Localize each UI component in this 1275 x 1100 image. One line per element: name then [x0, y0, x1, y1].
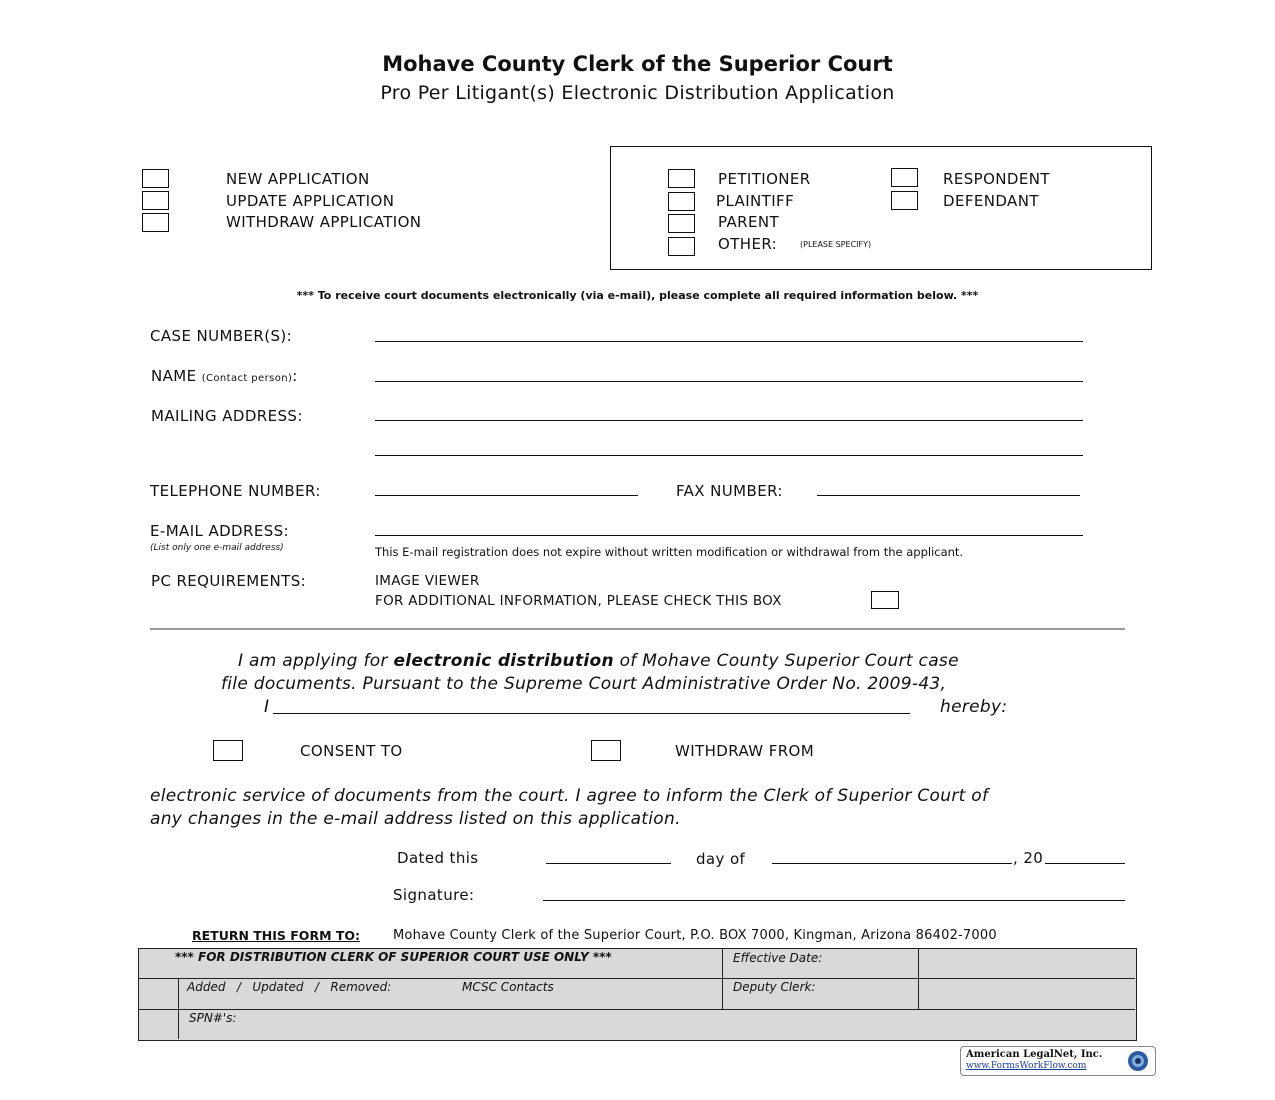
year-input-line[interactable] — [1045, 863, 1125, 864]
name-label-text: NAME — [151, 367, 197, 385]
table-col-divider-1 — [722, 949, 723, 1009]
name-label — [151, 367, 298, 385]
respondent-checkbox[interactable] — [891, 168, 918, 187]
statement-i: I — [264, 697, 270, 717]
pc-requirements-label: PC REQUIREMENTS: — [151, 572, 307, 590]
table-row-divider-1 — [139, 978, 1135, 979]
day-of-label: day of — [696, 850, 746, 868]
month-input-line[interactable] — [772, 863, 1012, 864]
dated-this-label: Dated this — [397, 849, 479, 867]
mcsc-contacts-label: MCSC Contacts — [462, 980, 554, 994]
parent-label: PARENT — [718, 213, 780, 231]
case-number-input-line[interactable] — [375, 341, 1083, 342]
defendant-checkbox[interactable] — [891, 191, 918, 210]
day-input-line[interactable] — [546, 863, 671, 864]
consent-label: CONSENT TO — [300, 742, 403, 760]
telephone-input-line[interactable] — [375, 495, 638, 496]
signature-line[interactable] — [543, 900, 1125, 901]
statement-emphasis: electronic distribution — [393, 651, 614, 671]
other-checkbox[interactable] — [668, 237, 695, 256]
statement-line-2: file documents. Pursuant to the Supreme Court Administrative Order No. 2009-43, — [221, 674, 947, 694]
email-disclaimer: This E-mail registration does not expire without written modification or withdrawal from the applicant. — [375, 545, 964, 559]
new-application-label: NEW APPLICATION — [226, 170, 370, 188]
brand-name: American LegalNet, Inc. — [966, 1049, 1103, 1060]
statement-line-1a: I am applying for — [238, 651, 394, 671]
statement-line-1 — [238, 651, 959, 671]
statement-line-5: any changes in the e-mail address listed on this application. — [150, 809, 681, 829]
name-input-line[interactable] — [375, 381, 1083, 382]
image-viewer-label: IMAGE VIEWER — [375, 573, 480, 589]
deputy-clerk-label: Deputy Clerk: — [733, 980, 816, 994]
fax-input-line[interactable] — [817, 495, 1080, 496]
other-specify-note: (PLEASE SPECIFY) — [800, 240, 872, 249]
additional-info-label: FOR ADDITIONAL INFORMATION, PLEASE CHECK THIS BOX — [375, 593, 782, 609]
plaintiff-checkbox[interactable] — [668, 192, 695, 211]
form-subtitle: Pro Per Litigant(s) Electronic Distribution Application — [380, 82, 895, 104]
table-col-divider-left — [178, 978, 179, 1039]
statement-hereby: hereby: — [940, 697, 1008, 717]
signature-label: Signature: — [393, 886, 475, 904]
office-use-header: *** FOR DISTRIBUTION CLERK OF SUPERIOR COURT USE ONLY *** — [175, 950, 612, 964]
return-label: RETURN THIS FORM TO: — [192, 928, 361, 943]
office-use-table — [138, 948, 1137, 1041]
defendant-label: DEFENDANT — [943, 192, 1039, 210]
name-contact-note: (Contact person) — [201, 373, 293, 384]
added-updated-removed-label: Added / Updated / Removed: — [187, 980, 392, 994]
instructions-notice: *** To receive court documents electronically (via e-mail), please complete all required information below. *** — [296, 289, 979, 302]
petitioner-checkbox[interactable] — [668, 169, 695, 188]
new-application-checkbox[interactable] — [142, 169, 169, 188]
petitioner-label: PETITIONER — [718, 170, 811, 188]
american-legalnet-logo — [960, 1046, 1156, 1076]
table-row-divider-2 — [139, 1009, 1135, 1010]
case-number-label: CASE NUMBER(S): — [150, 327, 293, 345]
year-prefix-label: , 20 — [1013, 849, 1044, 867]
plaintiff-label: PLAINTIFF — [716, 192, 795, 210]
respondent-label: RESPONDENT — [943, 170, 1050, 188]
parent-checkbox[interactable] — [668, 214, 695, 233]
update-application-checkbox[interactable] — [142, 191, 169, 210]
consent-checkbox[interactable] — [213, 740, 243, 761]
form-title: Mohave County Clerk of the Superior Court — [382, 52, 893, 76]
section-divider — [150, 628, 1125, 630]
mailing-address-label: MAILING ADDRESS: — [151, 407, 303, 425]
telephone-label: TELEPHONE NUMBER: — [150, 482, 321, 500]
fax-label: FAX NUMBER: — [676, 482, 783, 500]
statement-line-1c: of Mohave County Superior Court case — [613, 651, 959, 671]
withdraw-application-label: WITHDRAW APPLICATION — [226, 213, 422, 231]
additional-info-checkbox[interactable] — [871, 591, 899, 609]
email-note: (List only one e-mail address) — [150, 543, 284, 553]
effective-date-label: Effective Date: — [733, 951, 823, 965]
mailing-address-line-2[interactable] — [375, 455, 1083, 456]
spn-label: SPN#'s: — [189, 1011, 237, 1025]
table-col-divider-2 — [918, 949, 919, 1009]
statement-line-4: electronic service of documents from the court. I agree to inform the Clerk of Superior Court of — [150, 786, 989, 806]
mailing-address-line-1[interactable] — [375, 420, 1083, 421]
withdraw-from-label: WITHDRAW FROM — [675, 742, 815, 760]
applicant-name-line[interactable] — [273, 713, 910, 714]
other-label: OTHER: — [718, 235, 778, 253]
withdraw-application-checkbox[interactable] — [142, 213, 169, 232]
withdraw-from-checkbox[interactable] — [591, 740, 621, 761]
email-input-line[interactable] — [375, 535, 1083, 536]
name-label-colon: : — [292, 367, 298, 385]
email-label: E-MAIL ADDRESS: — [150, 522, 290, 540]
return-address: Mohave County Clerk of the Superior Court, P.O. BOX 7000, Kingman, Arizona 86402-7000 — [393, 928, 997, 943]
update-application-label: UPDATE APPLICATION — [226, 192, 395, 210]
brand-url[interactable]: www.FormsWorkFlow.com — [966, 1061, 1087, 1071]
globe-icon — [1125, 1049, 1151, 1073]
